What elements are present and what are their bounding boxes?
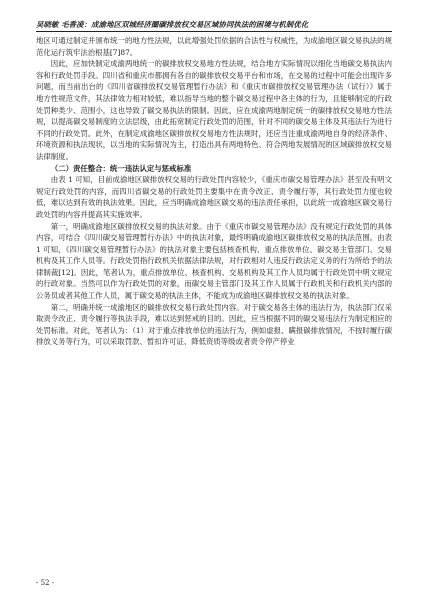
- paragraph-continuation: 地区可通过制定并颁布统一的地方性法规，以此增强处罚依据的合法性与权威性，为成渝地区碳交易执法的规范化运行筑牢法治根基[7]87。: [36, 36, 392, 57]
- section-heading: （二）责任整合：统一违法认定与惩戒标准: [50, 163, 192, 173]
- paragraph: 第二，明确并统一成渝地区的碳排放权交易行政处罚内容。对于碳交易各主体的违法行为，执法部门仅采取责令改正、责令履行等执法手段，难以达到惩戒的目的。因此，应当根据不同的碳交易违法行为制定相应的处罚标准。对此，笔者认为：（1）对于重点排放单位的违法行为，例如虚报、瞒报碳排放情况，不按时履行碳排放义务等行为，可以采取罚款、暂扣许可证、降低资质等级或者责令停产停业: [36, 302, 392, 347]
- running-header: 吴晓敏 毛香凌：成渝地区双城经济圈碳排放权交易区域协同执法的困境与机制优化: [36, 20, 309, 29]
- paragraph: 第一，明确成渝地区碳排放权交易的执法对象。由于《重庆市碳交易管理办法》没有规定行政处罚的具体内容，可结合《四川碳交易管理暂行办法》中的执法对象，最终明确成渝地区碳排放权交易的执法范围。由表 1 可知，《四川碳交易管理暂行办法》的执法对象主要包括核查机构、重点排放单位、碳交易主管部门、交易机构及其工作人员等。行政处罚指行政机关依据法律法规，对行政相对人违反行政法定义务的行为所给予的法律制裁[12]。因此，笔者认为，重点排放单位、核查机构、交易机构及其工作人员均属于行政处罚中明文规定的行政对象。当然可以作为行政处罚的对象，而碳交易主管部门及其工作人员属于行政机关和行政机关内部的公务员或者其他工作人员，属于碳交易的执法主体，不能成为成渝地区碳排放权交易的执法对象。: [36, 221, 392, 301]
- paragraph: 由表 1 可知，目前成渝地区碳排放权交易的行政处罚内容较少，《重庆市碳交易管理办法》甚至没有明文规定行政处罚的内容，而四川省碳交易的行政处罚主要集中在责令改正、责令履行等，其行政处罚力度也较低，难以达到有效的执法效果。因此，应当明确成渝地区碳交易的违法责任承担，以此统一成渝地区碳交易行政处罚的内容并提高其实施效率。: [36, 175, 392, 219]
- header-rule: [36, 31, 392, 32]
- paragraph: 因此，应加快制定成渝两地统一的碳排放权交易地方性法规，结合地方实际情况以细化当地碳交易执法内容和行政处罚手段。四川省和重庆市都拥有各自的碳排放权交易平台和市场，在交易的过程中可能会出现许多问题，而当前出台的《四川省碳排放权交易管理暂行办法》和《重庆市碳排放权交易管理办法（试行）》属于地方性规范文件，其法律效力相对较低，难以指导当地的整个碳交易过程中各主体的行为，且能够制定的行政处罚种类少、范围小，这也导致了碳交易执法的限制。因此，应在成渝两地制定统一的碳排放权交易地方性法规，以提高碳交易制度的立法层级，由此拓宽制定行政处罚的范围，针对不同的碳交易主体及其违法行为进行不同的行政处罚。此外，在制定成渝地区碳排放权交易地方性法规时，还应当注重成渝两地自身的经济条件、环境资源和执法现状，以当地的实际情况为主，打造出具有两地特色、符合两地发展情况的区域碳排放权交易法律制度。: [36, 59, 392, 161]
- body-text: [36, 35, 392, 348]
- page-number: - 52 -: [36, 579, 55, 587]
